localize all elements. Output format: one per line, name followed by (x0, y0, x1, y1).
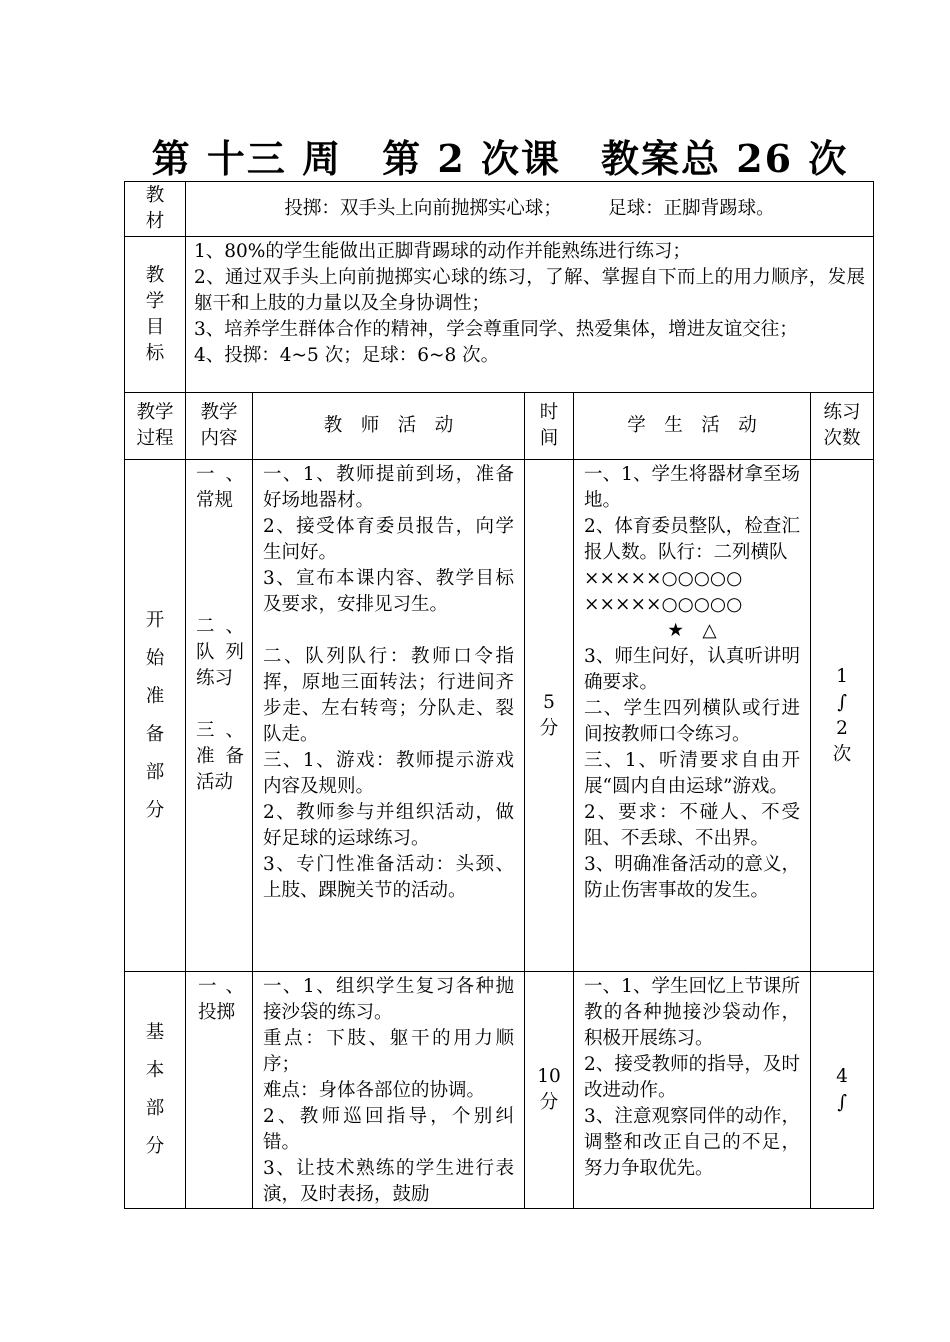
content-item: 二、队列练习 (196, 616, 244, 689)
content-item: 一、常规 (196, 464, 244, 511)
header-row (125, 393, 874, 460)
teacher-line: 三、1、游戏：教师提示游戏内容及规则。 (263, 750, 514, 797)
header-student: 学 生 活 动 (574, 393, 811, 460)
header-process: 教学 过程 (125, 393, 186, 460)
student-line: 一、1、学生将器材拿至场地。 (584, 464, 800, 511)
objective-line: 4、投掷：4~5 次；足球：6~8 次。 (194, 345, 500, 366)
section-start-process: 开 始 准 备 部 分 (125, 460, 186, 972)
student-line: 一、1、学生回忆上节课所教的各种抛接沙袋动作，积极开展练习。 (584, 976, 800, 1049)
student-line: 二、学生四列横队或行进间按教师口令练习。 (584, 698, 800, 745)
student-line: 三、1、听清要求自由开展“圆内自由运球”游戏。 (584, 750, 800, 797)
material-label: 教 材 (125, 182, 186, 237)
formation-line: ×××××○○○○○ (584, 594, 743, 615)
teacher-line: 2、教师参与并组织活动，做好足球的运球练习。 (263, 802, 514, 849)
section-basic-content (186, 972, 253, 1209)
formation-teacher-marks: ★ △ (667, 620, 717, 641)
section-basic-teacher (253, 972, 525, 1209)
student-line: 3、明确准备活动的意义，防止伤害事故的发生。 (584, 854, 800, 901)
material-text: 投掷：双手头上向前抛掷实心球； 足球：正脚背踢球。 (186, 182, 874, 237)
teacher-line: 3、让技术熟练的学生进行表演，及时表扬，鼓励 (263, 1158, 514, 1205)
page-title: 第 十三 周 第 2 次课 教案总 26 次 (151, 136, 849, 181)
section-basic-time: 10 分 (525, 972, 574, 1209)
teacher-line: 二、队列队行：教师口令指挥，原地三面转法；行进间齐步走、左右转弯；分队走、裂队走。 (263, 646, 514, 745)
teacher-line: 2、接受体育委员报告，向学生问好。 (263, 516, 514, 563)
teacher-line: 3、宣布本课内容、教学目标及要求，安排见习生。 (263, 568, 514, 615)
section-start-content (186, 460, 253, 972)
content-item: 三、准备活动 (196, 720, 244, 793)
header-count: 练习 次数 (811, 393, 874, 460)
section-start-teacher (253, 460, 525, 972)
objectives-label: 教 学 目 标 (125, 237, 186, 393)
section-basic-process: 基 本 部 分 (125, 972, 186, 1209)
lesson-plan-table (124, 181, 874, 1209)
header-teacher: 教 师 活 动 (253, 393, 525, 460)
teacher-line: 2、教师巡回指导，个别纠错。 (263, 1106, 514, 1153)
section-start-time: 5 分 (525, 460, 574, 972)
header-content: 教学 内容 (186, 393, 253, 460)
teacher-line: 一、1、组织学生复习各种抛接沙袋的练习。 (263, 976, 514, 1023)
student-line: 3、师生问好，认真听讲明确要求。 (584, 646, 800, 693)
objective-line: 2、通过双手头上向前抛掷实心球的练习，了解、掌握自下而上的用力顺序，发展躯干和上肢的力量以及全身协调性； (194, 267, 866, 314)
objectives-text (186, 237, 874, 393)
teacher-line: 3、专门性准备活动：头颈、上肢、踝腕关节的活动。 (263, 854, 514, 901)
material-row (125, 182, 874, 237)
content-item: 一、投掷 (198, 976, 244, 1023)
student-line: 3、注意观察同伴的动作，调整和改正自己的不足，努力争取优先。 (584, 1106, 800, 1179)
section-basic-count: 4 ∫ (811, 972, 874, 1209)
teacher-line: 难点：身体各部位的协调。 (263, 1080, 486, 1101)
teacher-line: 一、1、教师提前到场，准备好场地器材。 (263, 464, 514, 511)
section-start-count: 1 ∫ 2 次 (811, 460, 874, 972)
section-start-row (125, 460, 874, 972)
student-line: 2、要求：不碰人、不受阻、不丢球、不出界。 (584, 802, 800, 849)
objective-line: 3、培养学生群体合作的精神，学会尊重同学、热爱集体，增进友谊交往； (194, 319, 798, 340)
section-basic-row (125, 972, 874, 1209)
header-time: 时 间 (525, 393, 574, 460)
objectives-row (125, 237, 874, 393)
formation-line: ×××××○○○○○ (584, 568, 743, 589)
objective-line: 1、80%的学生能做出正脚背踢球的动作并能熟练进行练习； (194, 241, 691, 262)
student-line: 2、接受教师的指导，及时改进动作。 (584, 1054, 800, 1101)
section-start-student (574, 460, 811, 972)
student-line: 2、体育委员整队，检查汇报人数。队行：二列横队 (584, 516, 800, 563)
section-basic-student (574, 972, 811, 1209)
teacher-line: 重点：下肢、躯干的用力顺序； (263, 1028, 514, 1075)
